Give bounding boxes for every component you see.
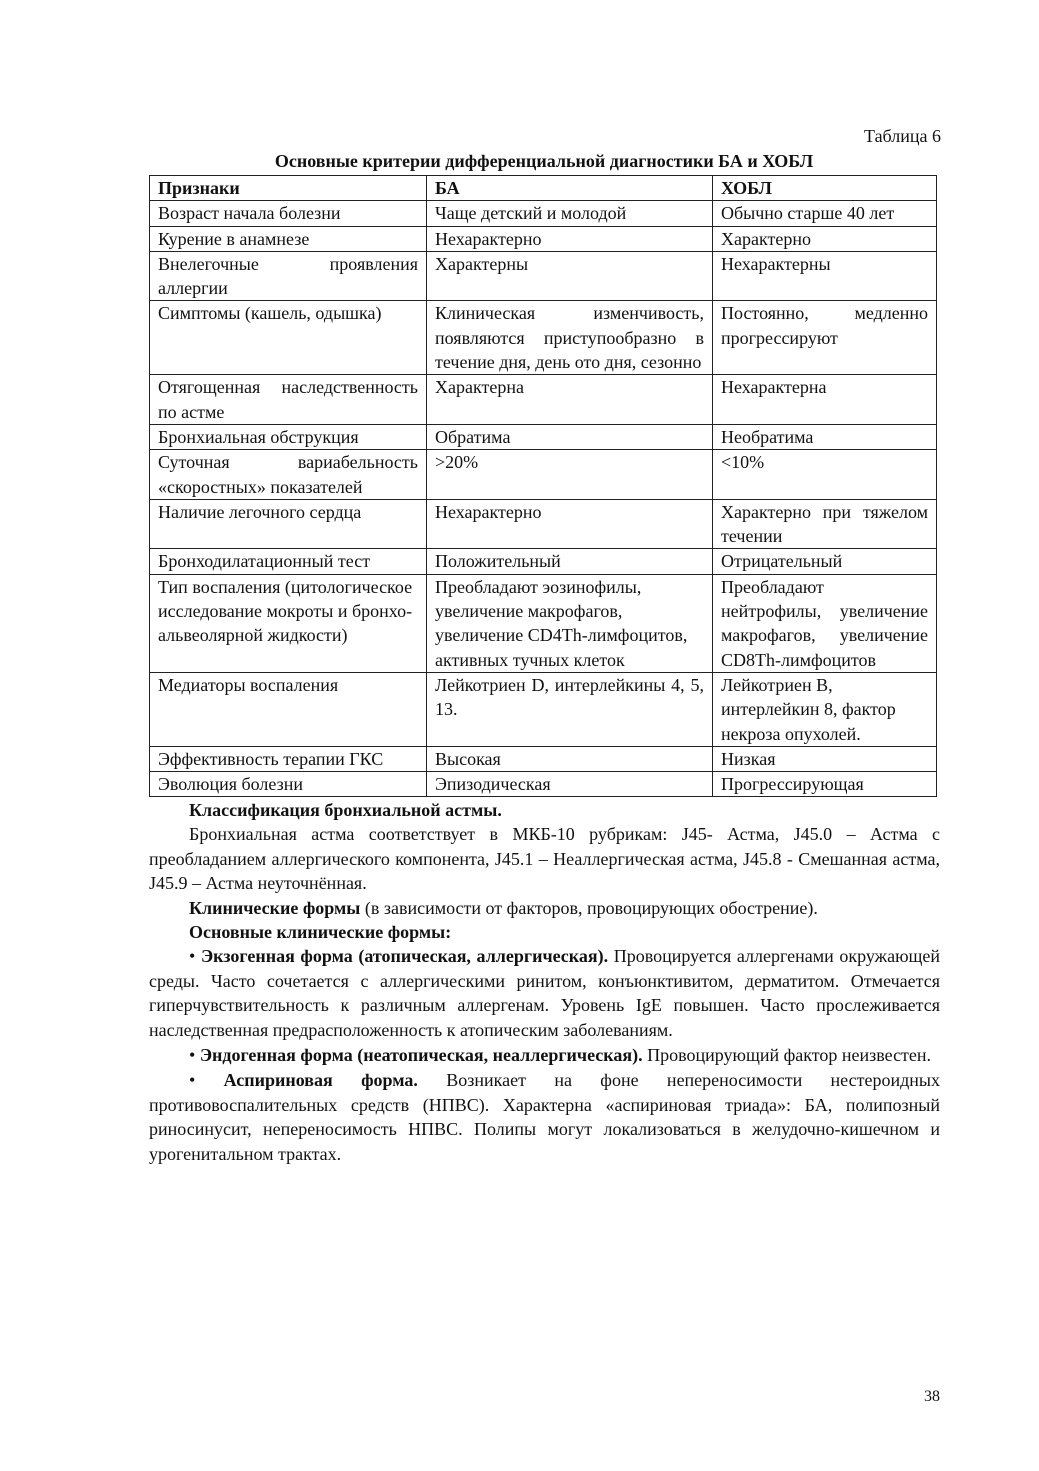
form-text: Провоцируется аллергенами окружающей среды. Часто сочетается с аллергическими ринитом, конъюнктивитом, дерматитом. Отмечается гиперчувствительность к различным аллергенам. Уровень IgE повышен. Часто прослеживается наследственная предрасположенность к атопическим заболеваниям. <box>149 946 940 1040</box>
table-cell: Внелегочные проявления аллергии <box>150 251 427 301</box>
table-cell: Прогрессирующая <box>713 772 937 797</box>
table-cell: Нехарактерно <box>427 499 713 549</box>
table-cell: Курение в анамнезе <box>150 226 427 251</box>
table-cell: Нехарактерна <box>713 375 937 425</box>
table-cell: Лейкотриен B, интерлейкин 8, фактор некроза опухолей. <box>713 672 937 746</box>
table-header-row <box>150 176 937 201</box>
table-cell: <10% <box>713 450 937 500</box>
form-title: Экзогенная форма (атопическая, аллергическая). <box>200 946 609 967</box>
bullet-icon: • <box>189 946 196 967</box>
table-cell: Бронходилатационный тест <box>150 549 427 574</box>
table-title: Основные критерии дифференциальной диагностики БА и ХОБЛ <box>274 151 814 171</box>
table-cell: Обычно старше 40 лет <box>713 201 937 226</box>
table-row <box>150 450 937 500</box>
criteria-table <box>149 175 937 797</box>
table-row <box>150 672 937 746</box>
clinical-forms-text: (в зависимости от факторов, провоцирующих обострение). <box>360 897 818 918</box>
form-title: Аспириновая форма. <box>223 1070 418 1091</box>
table-cell: Необратима <box>713 424 937 449</box>
table-cell: Обратима <box>427 424 713 449</box>
table-row <box>150 499 937 549</box>
table-row <box>150 251 937 301</box>
table-cell: Эволюция болезни <box>150 772 427 797</box>
table-cell: Возраст начала болезни <box>150 201 427 226</box>
table-row <box>150 772 937 797</box>
table-cell: Чаще детский и молодой <box>427 201 713 226</box>
table-cell: Характерно при тяжелом течении <box>713 499 937 549</box>
table-cell: Бронхиальная обструкция <box>150 424 427 449</box>
table-cell: Эффективность терапии ГКС <box>150 746 427 771</box>
classification-paragraph: Бронхиальная астма соответствует в МКБ-10 рубрикам: J45- Астма, J45.0 – Астма с преобладанием аллергического компонента, J45.1 – Неаллергическая астма, J45.8 - Смешанная астма, J45.9 – Астма неуточнённая. <box>149 824 940 894</box>
table-cell: Клиническая изменчивость, появляются приступообразно в течение дня, день ото дня, сезонно <box>427 301 713 375</box>
table-number: Таблица 6 <box>864 126 941 146</box>
page-number: 38 <box>924 1388 940 1405</box>
table-cell: Постоянно, медленно прогрессируют <box>713 301 937 375</box>
table-row <box>150 574 937 672</box>
table-cell: Преобладают нейтрофилы, увеличение макрофагов, увеличение CD8Th-лимфоцитов <box>713 574 937 672</box>
table-cell: Нехарактерно <box>427 226 713 251</box>
body-text <box>149 798 940 1166</box>
table-row <box>150 201 937 226</box>
table-cell: Нехарактерны <box>713 251 937 301</box>
table-cell: >20% <box>427 450 713 500</box>
table-cell: Медиаторы воспаления <box>150 672 427 746</box>
table-cell: Отрицательный <box>713 549 937 574</box>
main-forms-heading: Основные клинические формы: <box>189 922 452 943</box>
table-cell: Характерна <box>427 375 713 425</box>
classification-heading: Классификация бронхиальной астмы. <box>189 800 502 820</box>
table-row <box>150 226 937 251</box>
table-cell: Тип воспаления (цитологическое исследование мокроты и бронхо-альвеолярной жидкости) <box>150 574 427 672</box>
bullet-icon: • <box>189 1070 196 1091</box>
table-cell: Отягощенная наследственность по астме <box>150 375 427 425</box>
table-row <box>150 375 937 425</box>
table-cell: Эпизодическая <box>427 772 713 797</box>
form-paragraph-exogenous <box>149 944 940 1042</box>
table-cell: Положительный <box>427 549 713 574</box>
header-cell-signs: Признаки <box>150 176 427 201</box>
header-cell-ba: БА <box>427 176 713 201</box>
table-row <box>150 746 937 771</box>
table-cell: Характерны <box>427 251 713 301</box>
clinical-forms-label: Клинические формы <box>189 897 361 918</box>
header-cell-copd: ХОБЛ <box>713 176 937 201</box>
form-title: Эндогенная форма (неатопическая, неаллергическая). <box>199 1045 643 1066</box>
table-row <box>150 301 937 375</box>
table-cell: Симптомы (кашель, одышка) <box>150 301 427 375</box>
table-cell: Наличие легочного сердца <box>150 499 427 549</box>
table-cell: Высокая <box>427 746 713 771</box>
form-paragraph-aspirin <box>149 1068 940 1166</box>
table-row <box>150 424 937 449</box>
clinical-forms-paragraph <box>149 896 940 920</box>
table-cell: Преобладают эозинофилы, увеличение макрофагов, увеличение CD4Th-лимфоцитов, активных тучных клеток <box>427 574 713 672</box>
form-text: Провоцирующий фактор неизвестен. <box>642 1045 932 1066</box>
table-cell: Низкая <box>713 746 937 771</box>
table-cell: Характерно <box>713 226 937 251</box>
bullet-icon: • <box>189 1045 196 1066</box>
table-cell: Лейкотриен D, интерлейкины 4, 5, 13. <box>427 672 713 746</box>
table-cell: Суточная вариабельность «скоростных» показателей <box>150 450 427 500</box>
table-row <box>150 549 937 574</box>
form-paragraph-endogenous <box>149 1043 940 1067</box>
form-text: Возникает на фоне непереносимости нестероидных противовоспалительных средств (НПВС). Характерна «аспириновая триада»: БА, полипозный риносинусит, непереносимость НПВС. Полипы могут локализоваться в желудочно-кишечном и урогенитальном трактах. <box>149 1070 940 1164</box>
